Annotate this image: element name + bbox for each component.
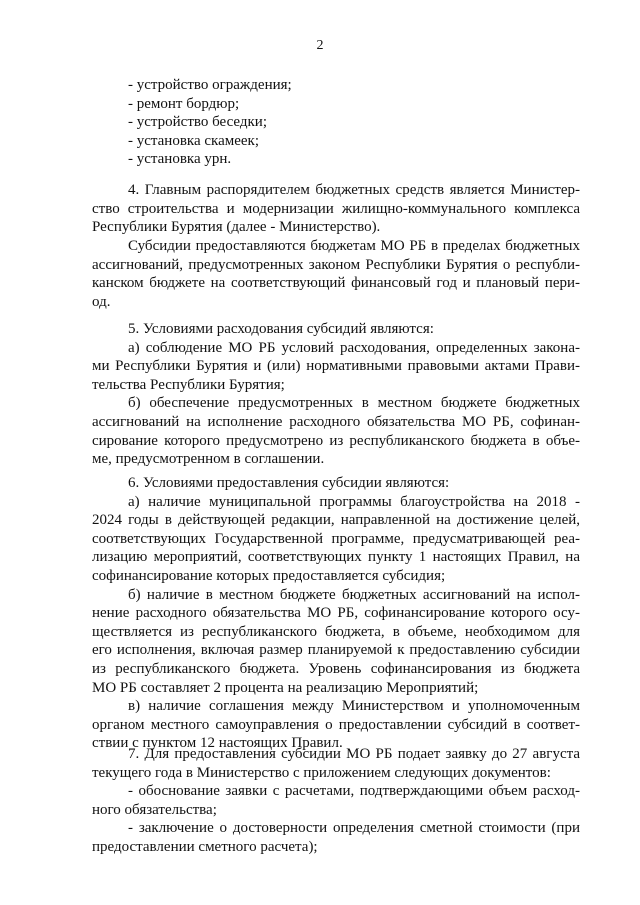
text-line: лизацию мероприятий, соответствующих пункту 1 настоящих Правил, на	[92, 549, 580, 566]
text-line: - заключение о достоверности определения сметной стоимости (при	[128, 820, 580, 837]
text-line: а) наличие муниципальной программы благоустройства на 2018 -	[128, 493, 580, 510]
text-line: ассигнований на исполнение расходного обязательства МО РБ, софинан-	[92, 413, 580, 430]
text-line: в) наличие соглашения между Министерством и уполномоченным	[128, 698, 580, 715]
text-line: Субсидии предоставляются бюджетам МО РБ в пределах бюджетных	[128, 238, 580, 254]
text-line: софинансирование которых предоставляется субсидия;	[92, 567, 446, 584]
text-line: 2024 годы в действующей редакции, направленной на достижение целей,	[92, 512, 580, 529]
text-line: ществляется из республиканского бюджета, в объеме, необходимом для	[92, 623, 580, 640]
text-line: органом местного самоуправления о предоставлении субсидий в соответ-	[92, 716, 580, 733]
text-line: - обоснование заявки с расчетами, подтверждающими объем расход-	[128, 783, 580, 800]
works-list	[92, 76, 580, 169]
text-line: 6. Условиями предоставления субсидии являются:	[128, 475, 450, 491]
paragraph-5	[92, 320, 580, 469]
list-item: - устройство ограждения;	[128, 77, 292, 93]
text-line: од.	[92, 293, 111, 310]
text-line: его исполнения, включая размер планируемой к предоставлению субсидии	[92, 642, 580, 659]
list-item: - установка урн.	[128, 151, 232, 168]
text-line: 5. Условиями расходования субсидий являются:	[128, 321, 434, 337]
text-line: текущего года в Министерство с приложением следующих документов:	[92, 764, 551, 781]
text-line: МО РБ составляет 2 процента на реализацию Мероприятий;	[92, 679, 479, 696]
text-line: предоставлении сметного расчета);	[92, 838, 318, 855]
paragraph-7	[92, 745, 580, 857]
text-line: ство строительства и модернизации жилищно-коммунального комплекса	[92, 200, 580, 217]
list-item: - ремонт бордюр;	[128, 95, 240, 112]
paragraph-6	[92, 474, 580, 753]
text-line: ассигнований, предусмотренных законом Республики Бурятия о республи-	[92, 256, 580, 273]
list-item: - устройство беседки;	[128, 114, 267, 131]
text-line: 4. Главным распорядителем бюджетных средств является Министер-	[128, 182, 580, 198]
text-line: нение расходного обязательства МО РБ, софинансирование которого осу-	[92, 605, 580, 622]
text-line: тельства Республики Бурятия;	[92, 376, 285, 393]
text-line: ме, предусмотренном в соглашении.	[92, 451, 325, 468]
paragraph-4	[92, 181, 580, 237]
text-line: канском бюджете на соответствующий финансовый год и плановый пери-	[92, 275, 580, 292]
text-line: соответствующих Государственной программе, предусматривающей реа-	[92, 530, 580, 547]
page-number: 2	[316, 38, 324, 53]
text-line: ного обязательства;	[92, 801, 217, 818]
text-line: Республики Бурятия (далее - Министерство).	[92, 219, 381, 236]
paragraph-4-subsidies	[92, 237, 580, 311]
text-line: 7. Для предоставления субсидии МО РБ подает заявку до 27 августа	[128, 746, 580, 762]
text-line: ствии с пунктом 12 настоящих Правил.	[92, 735, 343, 752]
text-line: сирование которого предусмотрено из республиканского бюджета в объе-	[92, 432, 580, 449]
list-item: - установка скамеек;	[128, 132, 260, 149]
text-line: б) обеспечение предусмотренных в местном бюджете бюджетных	[128, 395, 580, 412]
text-line: ми Республики Бурятия и (или) нормативными правовыми актами Прави-	[92, 358, 580, 375]
text-line: а) соблюдение МО РБ условий расходования, определенных закона-	[128, 339, 580, 356]
text-line: б) наличие в местном бюджете бюджетных ассигнований на испол-	[128, 586, 580, 603]
text-line: из республиканского бюджета. Уровень софинансирования из бюджета	[92, 660, 580, 677]
